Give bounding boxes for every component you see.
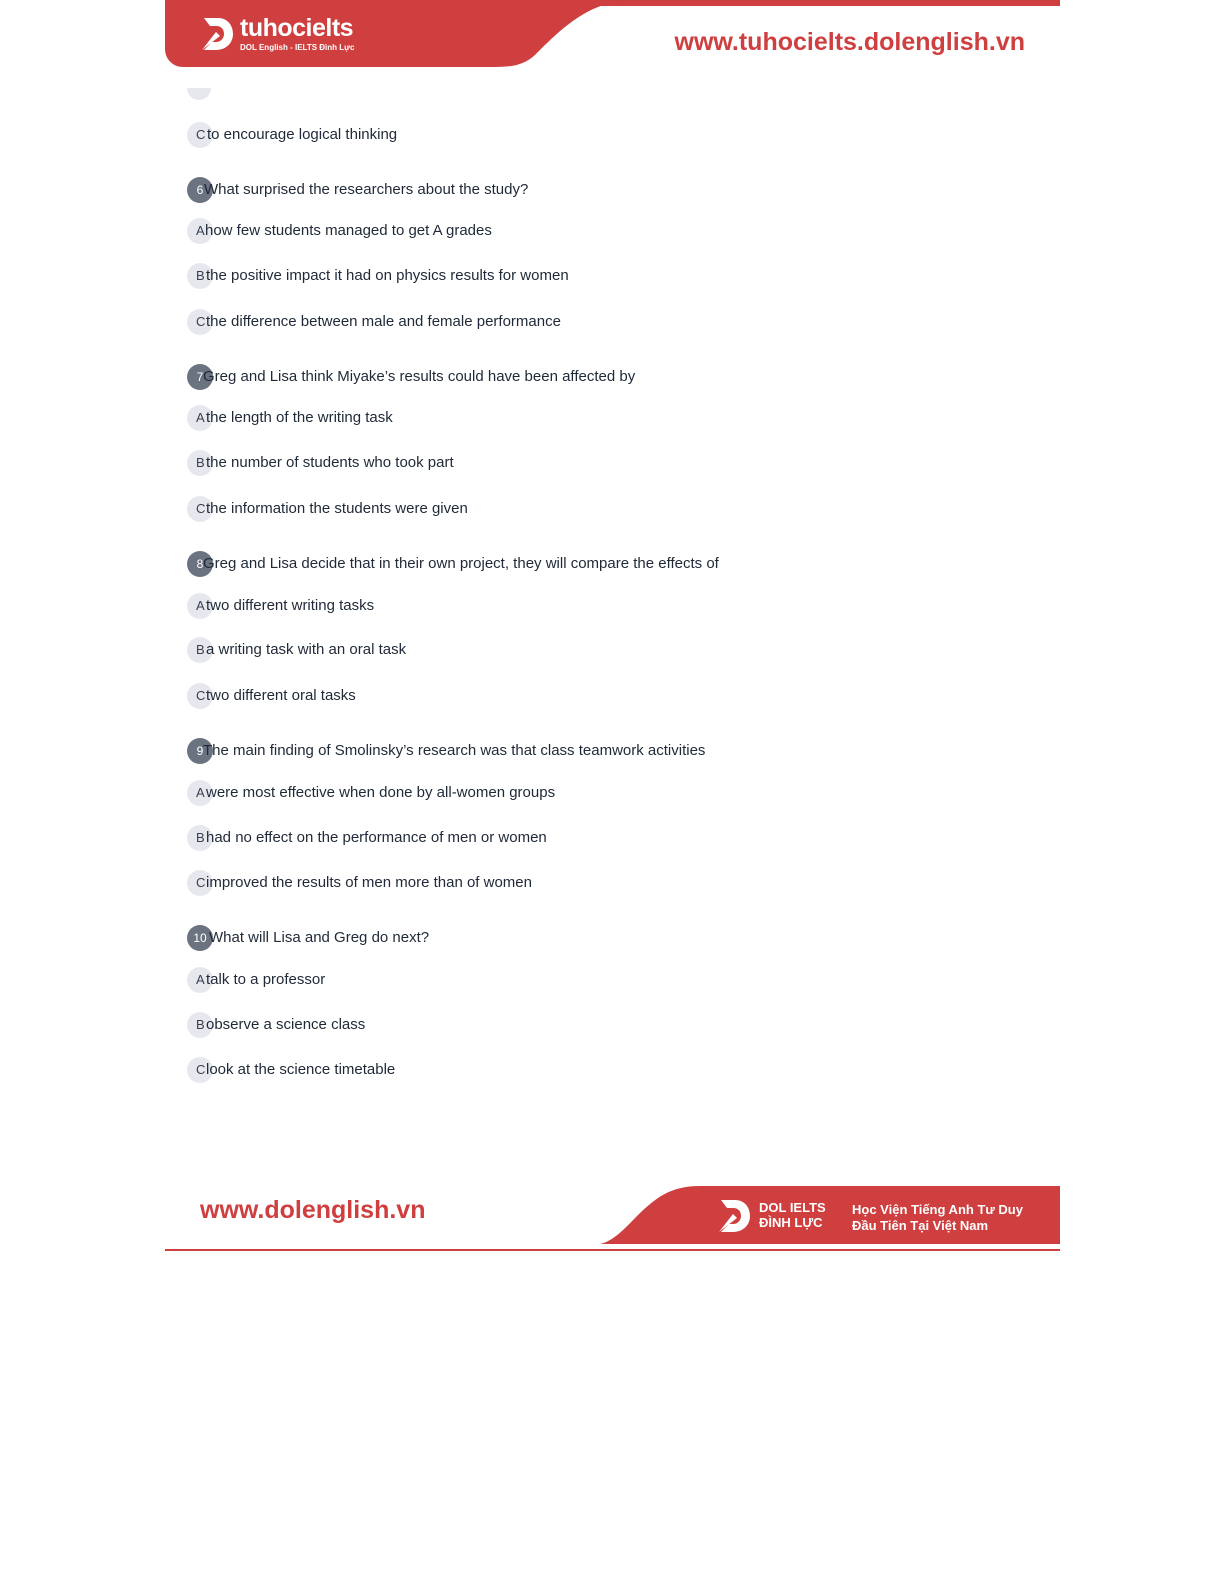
option-text: a writing task with an oral task <box>206 641 407 658</box>
dol-brand-line1: DOL IELTS <box>759 1200 826 1216</box>
option-letter: C <box>196 314 206 329</box>
option-letter: C <box>196 875 206 890</box>
option-text: the information the students were given <box>206 500 468 517</box>
option-letter: C <box>196 127 206 142</box>
option-text: how few students managed to get A grades <box>205 222 492 239</box>
question-number-circle: 6 <box>187 177 213 203</box>
option-text: to encourage logical thinking <box>207 126 398 143</box>
question-text: What will Lisa and Greg do next? <box>209 929 430 946</box>
footer-slogan <box>852 1202 1023 1235</box>
slogan-line1: Học Viện Tiếng Anh Tư Duy <box>852 1202 1023 1217</box>
option-letter: A <box>196 223 205 238</box>
question-text: Greg and Lisa think Miyake’s results could have been affected by <box>203 368 636 385</box>
option-text: the difference between male and female performance <box>206 313 561 330</box>
option-letter: B <box>196 268 205 283</box>
question-text: The main finding of Smolinsky’s research was that class teamwork activities <box>203 742 706 759</box>
option-text: were most effective when done by all-women groups <box>206 784 556 801</box>
option-letter: B <box>196 1017 205 1032</box>
question-number-circle: 10 <box>187 925 213 951</box>
option-text: look at the science timetable <box>206 1061 396 1078</box>
option-letter: C <box>196 1062 206 1077</box>
question-text: Greg and Lisa decide that in their own project, they will compare the effects of <box>203 555 719 572</box>
option-letter: B <box>196 830 205 845</box>
option-text: the length of the writing task <box>206 409 393 426</box>
option-text: talk to a professor <box>206 971 326 988</box>
option-text: two different oral tasks <box>206 687 356 704</box>
question-text: What surprised the researchers about the study? <box>204 181 529 198</box>
option-text: the positive impact it had on physics results for women <box>206 267 569 284</box>
option-letter: A <box>196 410 205 425</box>
dol-brand-line2: ĐÌNH LỰC <box>759 1215 823 1230</box>
option-text: the number of students who took part <box>206 454 454 471</box>
option-letter: A <box>196 785 205 800</box>
question-number-circle: 9 <box>187 738 213 764</box>
partial-option-circle <box>187 76 211 100</box>
page-footer <box>165 1186 1060 1256</box>
tuhocielts-logo-icon <box>200 16 234 52</box>
slogan-line2: Đầu Tiên Tại Việt Nam <box>852 1218 989 1234</box>
option-text: improved the results of men more than of women <box>206 874 532 891</box>
option-letter: C <box>196 688 206 703</box>
header-website-link[interactable]: www.tuhocielts.dolenglish.vn <box>674 28 1025 56</box>
option-letter: A <box>196 972 205 987</box>
option-text: observe a science class <box>206 1016 366 1033</box>
option-text: two different writing tasks <box>206 597 375 614</box>
footer-website-link[interactable]: www.dolenglish.vn <box>200 1196 426 1224</box>
brand-name: tuhocielts <box>240 14 354 42</box>
page-header <box>165 0 1060 67</box>
brand-logo <box>200 14 354 54</box>
footer-divider <box>165 1249 1060 1251</box>
brand-subtitle: DOL English - IELTS Đình Lực <box>240 43 355 52</box>
dol-brand <box>717 1198 826 1234</box>
question-number-circle: 8 <box>187 551 213 577</box>
option-text: had no effect on the performance of men or women <box>206 829 547 846</box>
question-number-circle: 7 <box>187 364 213 390</box>
option-letter: C <box>196 501 206 516</box>
option-letter: B <box>196 642 205 657</box>
dol-logo-icon <box>717 1198 751 1234</box>
option-letter: B <box>196 455 205 470</box>
option-letter: A <box>196 598 205 613</box>
